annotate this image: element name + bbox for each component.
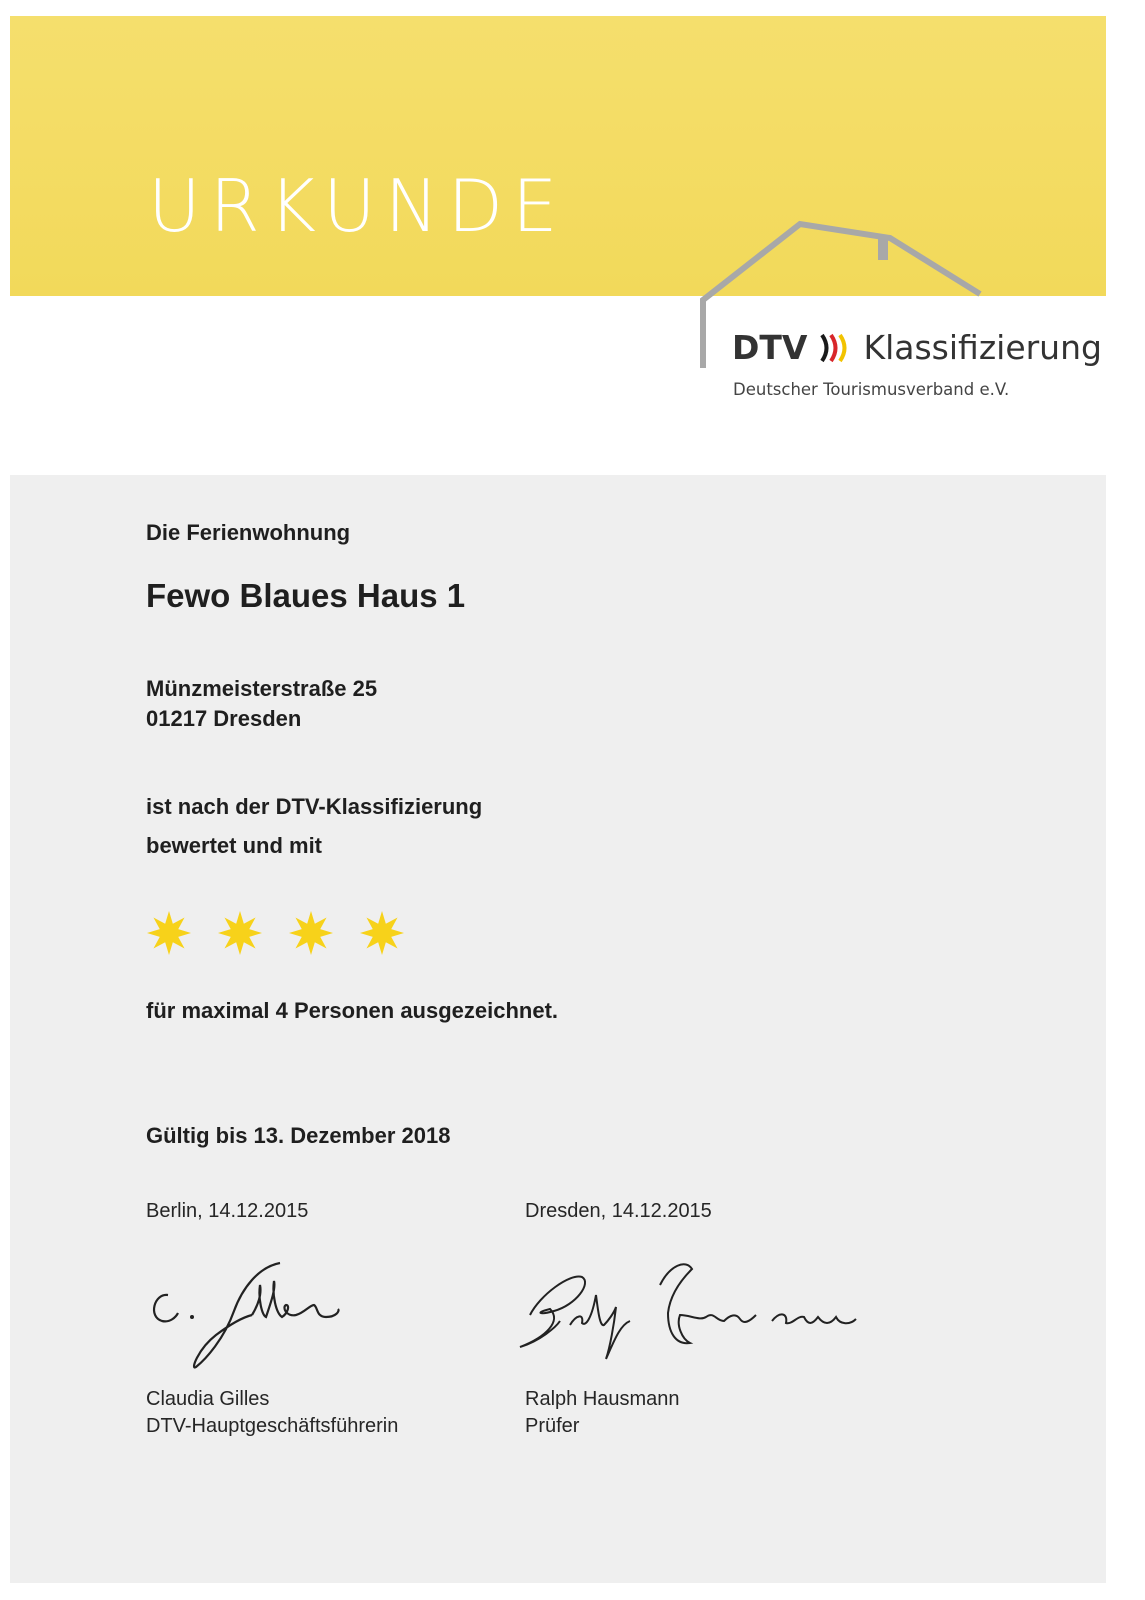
address-city: 01217 Dresden xyxy=(146,706,302,731)
chevrons-icon xyxy=(819,331,853,365)
intro-text: Die Ferienwohnung xyxy=(146,520,351,545)
star-icon xyxy=(288,910,334,956)
signatory-2-name: Ralph Hausmann xyxy=(525,1388,680,1410)
capacity-text: für maximal 4 Personen ausgezeichnet. xyxy=(146,998,559,1023)
signatory-2-role: Prüfer xyxy=(525,1415,580,1437)
logo-subtitle: Deutscher Tourismusverband e.V. xyxy=(733,380,1010,399)
statement-line-1: ist nach der DTV-Klassifizierung xyxy=(146,794,483,819)
star-icon xyxy=(217,910,263,956)
address-street: Münzmeisterstraße 25 xyxy=(146,676,378,701)
logo-brand: DTV xyxy=(732,328,808,367)
signatory-1-place-date: Berlin, 14.12.2015 xyxy=(146,1200,309,1222)
signatory-2-place-date: Dresden, 14.12.2015 xyxy=(525,1200,712,1222)
star-icon xyxy=(359,910,405,956)
star-icon xyxy=(146,910,192,956)
statement-line-2: bewertet und mit xyxy=(146,833,323,858)
star-rating xyxy=(146,910,405,956)
property-name: Fewo Blaues Haus 1 xyxy=(146,577,466,614)
valid-until: Gültig bis 13. Dezember 2018 xyxy=(146,1123,451,1148)
signature-1 xyxy=(140,1255,400,1375)
logo-name: Klassifizierung xyxy=(863,328,1102,367)
dtv-logo xyxy=(732,328,1102,367)
signature-2 xyxy=(510,1255,870,1365)
certificate-title: URKUNDE xyxy=(148,164,567,248)
signatory-1-name: Claudia Gilles xyxy=(146,1388,270,1410)
signatory-1-role: DTV-Hauptgeschäftsführerin xyxy=(146,1415,399,1437)
